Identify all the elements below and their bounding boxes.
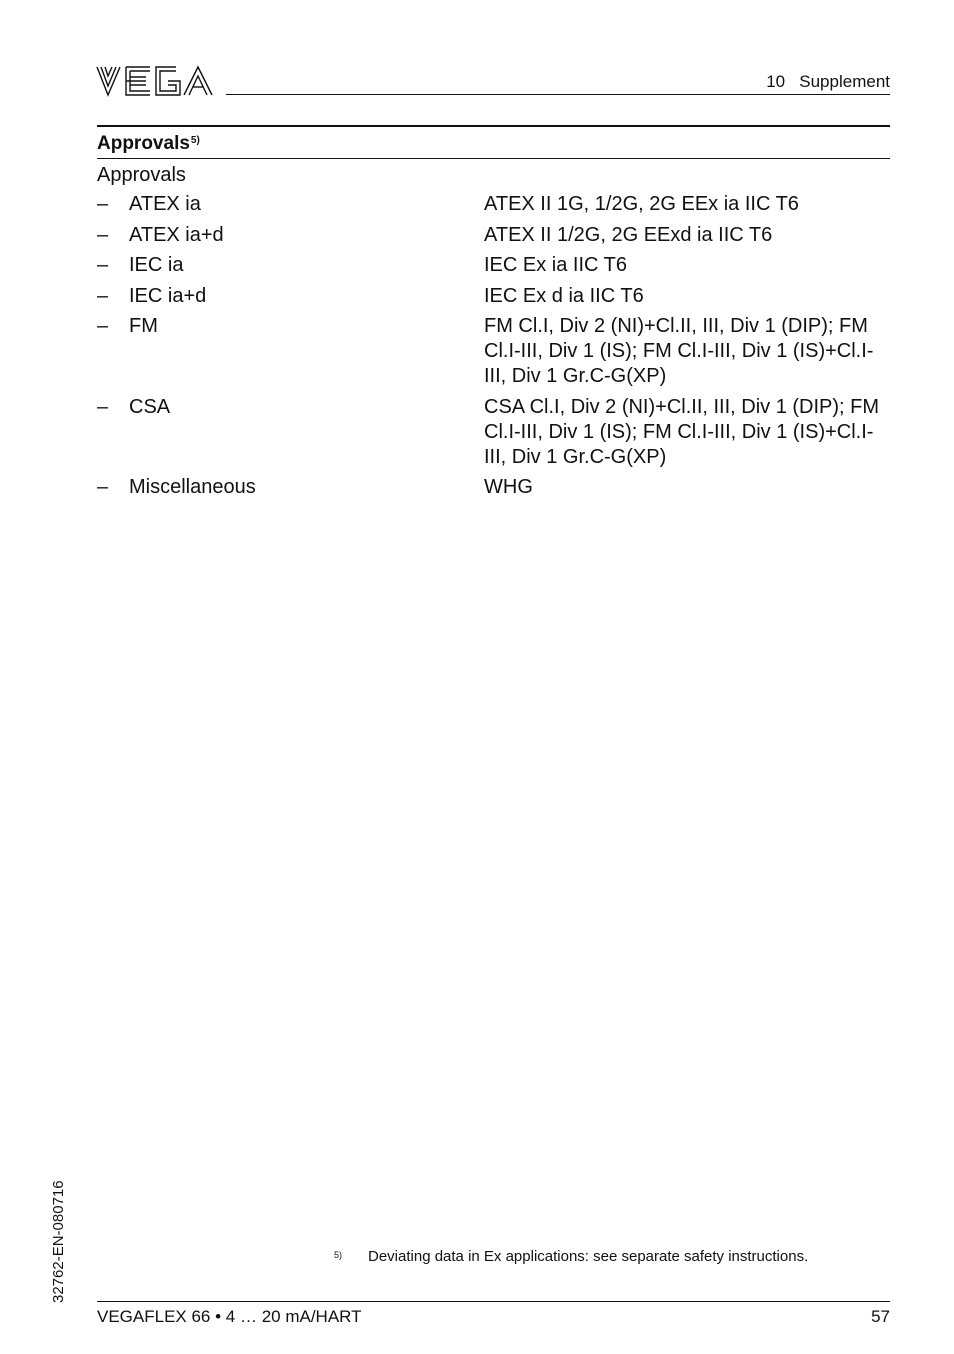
section-title (97, 133, 200, 155)
approval-value: ATEX II 1G, 1/2G, 2G EEx ia IIC T6 (484, 193, 799, 215)
approval-value: WHG (484, 476, 533, 498)
approval-label: Miscellaneous (129, 476, 256, 498)
approvals-list (97, 192, 890, 506)
approval-row (97, 192, 890, 217)
list-dash: – (97, 254, 109, 276)
list-dash: – (97, 223, 109, 246)
page-number: 57 (871, 1307, 890, 1326)
approval-label: ATEX ia+d (129, 223, 224, 246)
approval-row (97, 314, 890, 389)
section-top-rule (97, 125, 890, 127)
list-dash: – (97, 284, 109, 307)
vega-logo (96, 64, 214, 98)
list-dash: – (97, 476, 109, 498)
footnote-reference: 5) (190, 135, 200, 146)
approval-value: IEC Ex d ia IIC T6 (484, 284, 644, 307)
section-bottom-rule (97, 158, 890, 159)
list-dash: – (97, 315, 109, 337)
header-rule (226, 94, 890, 95)
approval-label: FM (129, 315, 158, 337)
approval-label: ATEX ia (129, 193, 201, 215)
approval-row (97, 284, 890, 309)
approval-row (97, 475, 890, 500)
chapter-heading: 10 Supplement (766, 72, 890, 91)
approval-value: ATEX II 1/2G, 2G EExd ia IIC T6 (484, 223, 773, 246)
document-code: 32762-EN-080716 (50, 1180, 67, 1303)
approval-label: IEC ia (129, 254, 184, 276)
list-dash: – (97, 395, 109, 418)
approval-value: IEC Ex ia IIC T6 (484, 254, 628, 276)
section-title-text: Approvals (97, 133, 190, 154)
footer-rule (97, 1301, 890, 1302)
list-dash: – (97, 193, 109, 215)
footer-title: VEGAFLEX 66 • 4 … 20 mA/HART (97, 1307, 362, 1326)
approval-row (97, 223, 890, 248)
approval-row (97, 253, 890, 278)
approval-label: CSA (129, 395, 171, 418)
footnote-text: Deviating data in Ex applications: see separate safety instructions. (368, 1248, 809, 1265)
approval-label: IEC ia+d (129, 284, 207, 307)
footnote-mark: 5) (334, 1250, 343, 1260)
approval-value: CSA Cl.I, Div 2 (NI)+Cl.II, III, Div 1 (DIP); FM Cl.I-III, Div 1 (IS); FM Cl.I-III, Div 1 (IS)+Cl.I-III, Div 1 Gr.C-G(XP) (484, 395, 880, 468)
approval-row (97, 395, 890, 470)
footnote (334, 1248, 808, 1265)
group-label: Approvals (97, 164, 186, 186)
approval-value: FM Cl.I, Div 2 (NI)+Cl.II, III, Div 1 (DIP); FM Cl.I-III, Div 1 (IS); FM Cl.I-III, Div 1 (IS)+Cl.I-III, Div 1 Gr.C-G(XP) (484, 315, 874, 387)
